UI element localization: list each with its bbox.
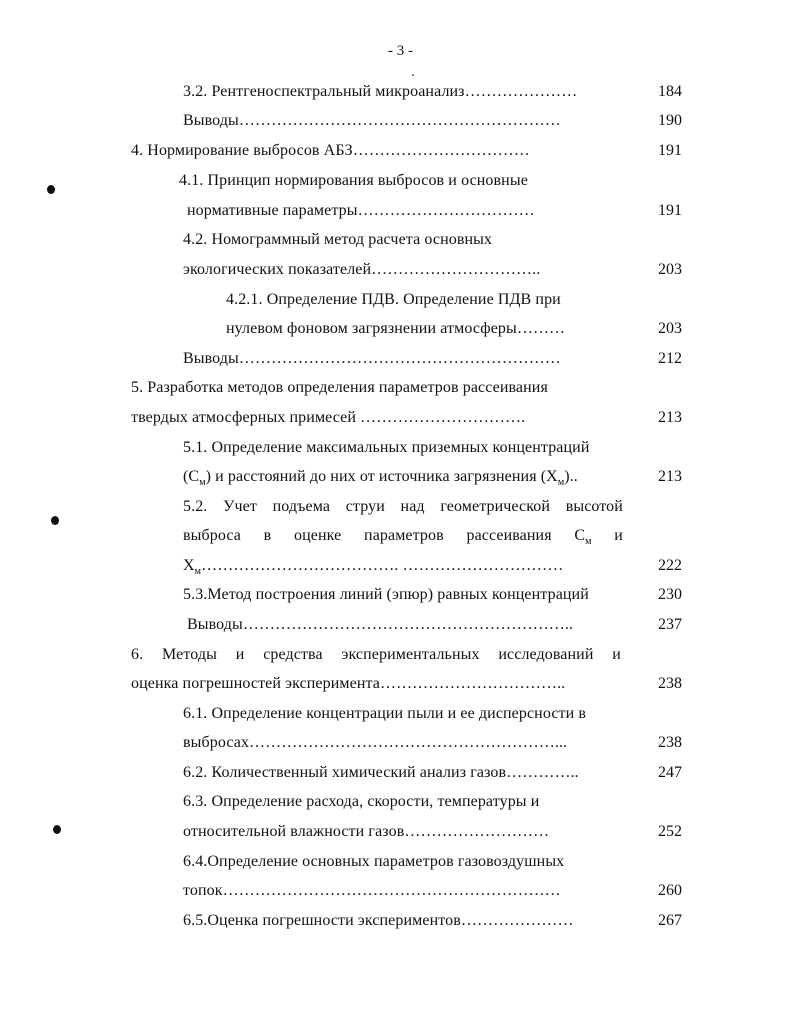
toc-entry-page: 191 (658, 142, 682, 159)
toc-entry-text: Выводы…………………………………………………… (183, 112, 561, 129)
toc-entry-fragment: Х (183, 557, 195, 574)
toc-entry-text: 6.3. Определение расхода, скорости, температуры и (183, 793, 540, 810)
word: Учет (223, 498, 257, 515)
word: средства (263, 646, 323, 663)
word: над (400, 498, 425, 515)
toc-entry-text: 6.4.Определение основных параметров газовоздушных (183, 853, 565, 870)
word: С (574, 527, 586, 544)
word: и (235, 646, 245, 663)
toc-entry-fragment: ).. (564, 468, 578, 485)
subscript: м (194, 566, 202, 577)
toc-entry-page: 190 (658, 112, 682, 129)
toc-entry-page: 252 (658, 823, 682, 840)
word: экспериментальных (341, 646, 480, 663)
toc-entry-text: Выводы…………………………………………………….. (187, 616, 574, 633)
toc-entry-text: 5.3.Метод построения линий (эпюр) равных концентраций (183, 586, 589, 603)
toc-entry-page: 230 (658, 586, 682, 603)
word: высотой (565, 498, 623, 515)
toc-entry-justified (183, 496, 623, 518)
toc-entry-text: 6.1. Определение концентрации пыли и ее дисперсности в (183, 705, 587, 722)
word: рассеивания (466, 527, 552, 544)
subscript: м (199, 477, 206, 488)
toc-entry-page: 237 (658, 616, 682, 633)
toc-entry-page: 184 (658, 83, 682, 100)
toc-entry-page: 247 (658, 764, 682, 781)
toc-entry-text: твердых атмосферных примесей …………………………. (131, 409, 526, 426)
word: подъема (272, 498, 331, 515)
toc-entry-text: 6.2. Количественный химический анализ газов………….. (183, 764, 579, 781)
toc-entry-page: 238 (658, 675, 682, 692)
toc-entry-page: 238 (658, 734, 682, 751)
toc-entry-page: 203 (658, 261, 682, 278)
scan-mark-3 (53, 825, 61, 834)
toc-entry-page: 260 (658, 882, 682, 899)
word: выброса (183, 527, 241, 544)
toc-entry-text: 4.2. Номограммный метод расчета основных (183, 231, 493, 248)
toc-entry-justified (131, 644, 621, 666)
word: и (614, 527, 623, 544)
word: 6. (131, 646, 144, 663)
word: 5.2. (183, 498, 208, 515)
toc-entry-fragment: ………………………………. ………………………… (201, 557, 564, 574)
word: в (263, 527, 272, 544)
toc-entry-text: выбросах…………………………………………………... (183, 734, 568, 751)
toc-entry-text (183, 555, 623, 577)
word: струи (345, 498, 385, 515)
toc-entry-page: 203 (658, 320, 682, 337)
word-with-subscript (574, 525, 591, 547)
toc-entry-text: 4.1. Принцип нормирования выбросов и основные (179, 172, 528, 189)
toc-entry-text: 4.2.1. Определение ПДВ. Определение ПДВ при (226, 291, 561, 308)
subscript: м (557, 477, 565, 488)
toc-entry-text (183, 466, 623, 488)
toc-entry-text: 5.1. Определение максимальных приземных концентраций (183, 439, 590, 456)
toc-entry-text: экологических показателей………………………….. (183, 261, 541, 278)
toc-entry-text: Выводы…………………………………………………… (183, 350, 561, 367)
toc-entry-fragment: ) и расстояний до них от источника загрязнения (Х (205, 468, 558, 485)
word: геометрической (440, 498, 551, 515)
toc-entry-page: 267 (658, 912, 682, 929)
toc-entry-page: 222 (658, 557, 682, 574)
toc-entry-text: 3.2. Рентгеноспектральный микроанализ………………… (183, 83, 578, 100)
toc-entry-text: оценка погрешностей эксперимента…………………………….. (131, 675, 566, 692)
toc-entry-page: 213 (658, 468, 682, 485)
subscript: м (585, 536, 592, 547)
toc-entry-text: топок……………………………………………………… (183, 882, 561, 899)
toc-entry-text: относительной влажности газов……………………… (183, 823, 550, 840)
page-number: - 3 - (388, 43, 413, 59)
word: Методы (162, 646, 217, 663)
scan-speck (412, 74, 414, 76)
word: исследований (498, 646, 594, 663)
toc-entry-page: 191 (658, 202, 682, 219)
word: и (612, 646, 621, 663)
toc-entry-text: 5. Разработка методов определения параметров рассеивания (131, 379, 548, 396)
scan-mark-2 (51, 516, 59, 525)
word: параметров (364, 527, 444, 544)
word: оценке (294, 527, 342, 544)
toc-entry-text: 4. Нормирование выбросов АБЗ…………………………… (131, 142, 530, 159)
toc-entry-text: нормативные параметры…………………………… (187, 202, 535, 219)
toc-entry-text: 6.5.Оценка погрешности экспериментов………………… (183, 912, 574, 929)
toc-entry-fragment: (С (183, 468, 200, 485)
scan-mark-1 (47, 185, 55, 194)
toc-entry-justified (183, 525, 623, 547)
toc-entry-page: 212 (658, 350, 682, 367)
toc-entry-page: 213 (658, 409, 682, 426)
toc-entry-text: нулевом фоновом загрязнении атмосферы……… (226, 320, 566, 337)
